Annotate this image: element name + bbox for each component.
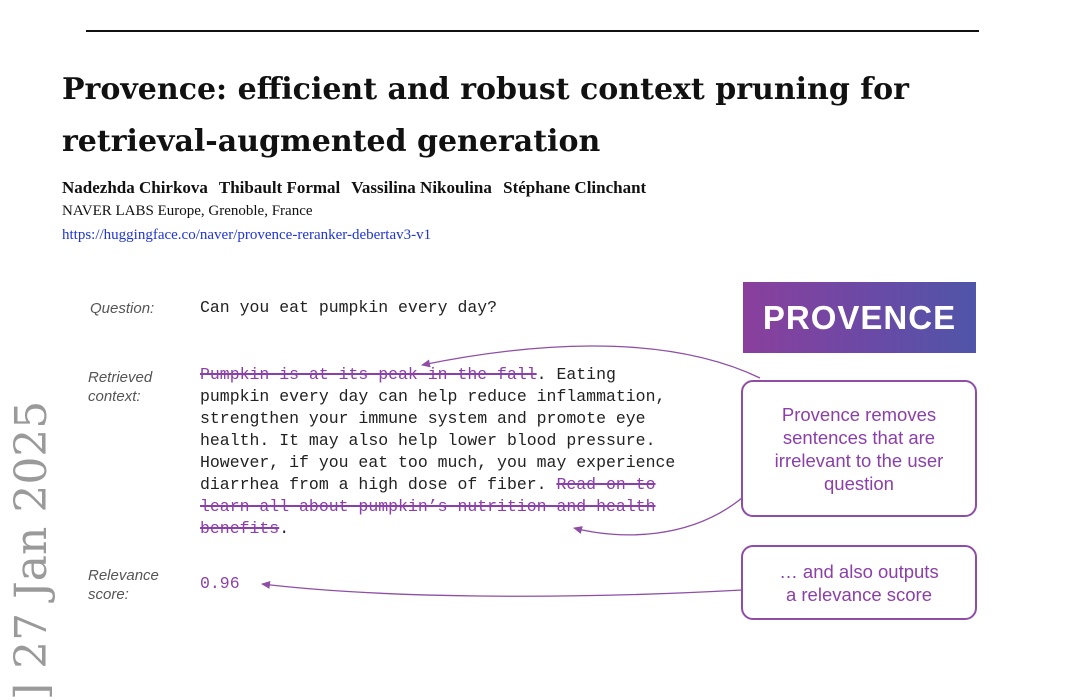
callout-line: a relevance score bbox=[785, 583, 932, 605]
context-text: health. It may also help lower blood pressure. bbox=[200, 431, 656, 450]
author: Nadezhda Chirkova bbox=[62, 178, 208, 197]
arxiv-side-stamp: ] 27 Jan 2025 bbox=[6, 400, 57, 700]
relevance-score-value: 0.96 bbox=[200, 574, 240, 593]
callout-line: Provence removes bbox=[781, 403, 937, 425]
author: Thibault Formal bbox=[218, 178, 341, 197]
context-text: diarrhea from a high dose of fiber. bbox=[200, 475, 557, 494]
context-text: . Eating bbox=[536, 365, 616, 384]
removed-sentence: benefits bbox=[200, 519, 280, 538]
question-label: Question: bbox=[90, 300, 155, 317]
question-text: Can you eat pumpkin every day? bbox=[200, 298, 498, 317]
arrow-to-first-sentence bbox=[422, 346, 760, 378]
author: Stéphane Clinchant bbox=[503, 178, 647, 197]
title-line-2: retrieval-augmented generation bbox=[62, 124, 601, 159]
removed-sentence: Pumpkin is at its peak in the fall bbox=[200, 365, 537, 384]
context-text: . bbox=[279, 519, 290, 538]
removed-sentence: learn all about pumpkin’s nutrition and health bbox=[200, 497, 656, 516]
context-text: pumpkin every day can help reduce inflammation, bbox=[200, 387, 666, 406]
score-label-line-2: score: bbox=[88, 586, 129, 603]
context-text: strengthen your immune system and promote eye bbox=[200, 409, 646, 428]
arrow-to-score bbox=[262, 584, 742, 596]
arrow-to-last-sentence bbox=[574, 498, 742, 535]
context-text: However, if you eat too much, you may experience bbox=[200, 453, 676, 472]
callout-line: sentences that are bbox=[782, 426, 936, 448]
title-line-1: Provence: efficient and robust context pruning for bbox=[62, 72, 909, 107]
callout-line: question bbox=[824, 472, 894, 494]
model-link[interactable]: https://huggingface.co/naver/provence-reranker-debertav3-v1 bbox=[62, 227, 432, 243]
context-label-line-1: Retrieved bbox=[88, 369, 153, 386]
author: Vassilina Nikoulina bbox=[351, 178, 492, 197]
removed-sentence: Read on to bbox=[556, 475, 656, 494]
affiliation: NAVER LABS Europe, Grenoble, France bbox=[62, 203, 313, 219]
callout-line: irrelevant to the user bbox=[774, 449, 944, 471]
context-label-line-2: context: bbox=[88, 388, 141, 405]
callout-line: … and also outputs bbox=[779, 560, 939, 582]
logo-text: PROVENCE bbox=[762, 298, 957, 336]
score-label-line-1: Relevance bbox=[88, 567, 159, 584]
